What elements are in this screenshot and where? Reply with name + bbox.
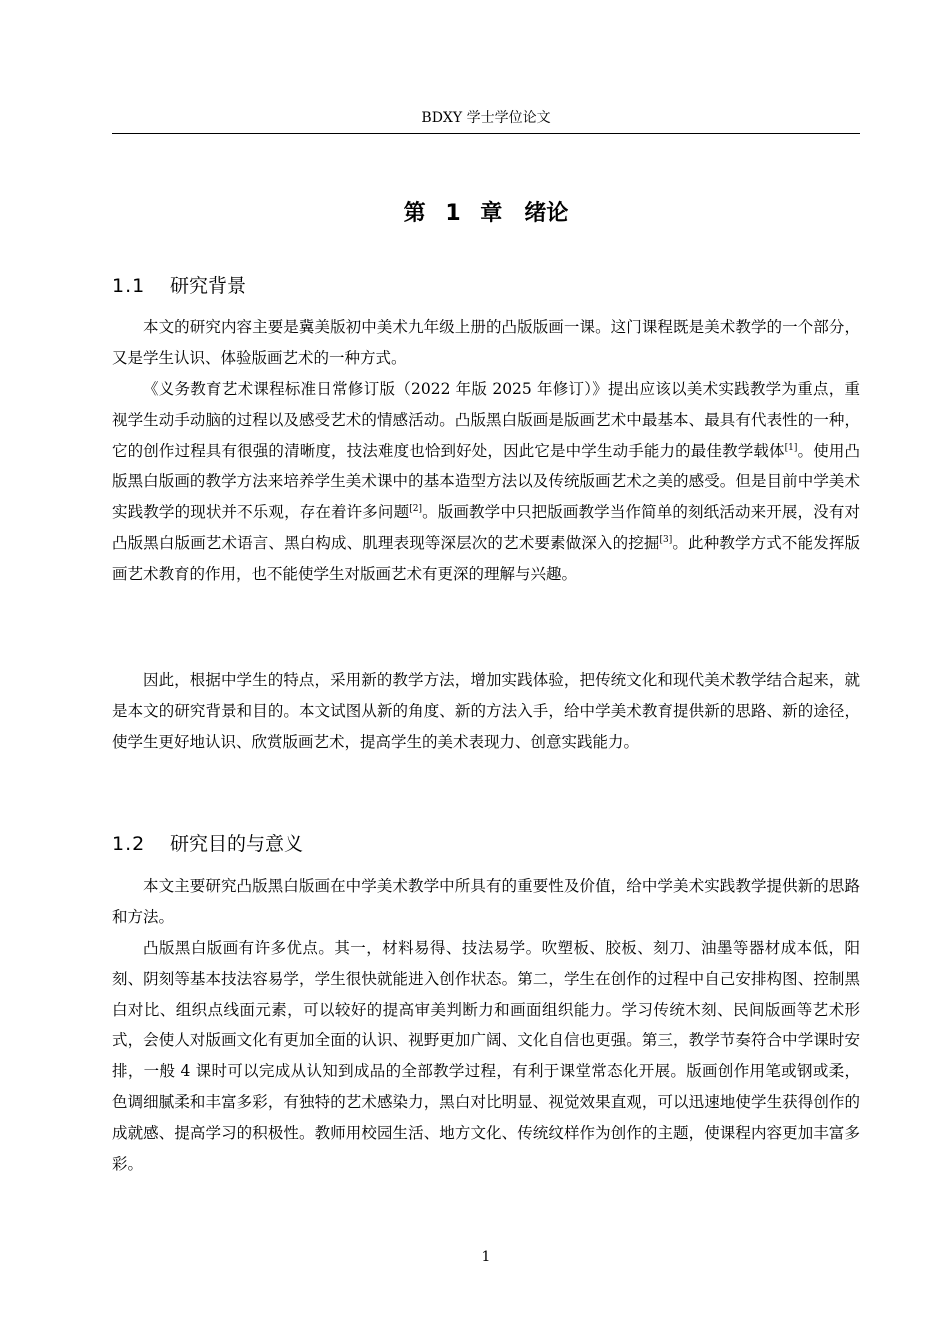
paragraph-purpose-1: 本文主要研究凸版黑白版画在中学美术教学中所具有的重要性及价值，给中学美术实践教学提供新的思路和方法。 xyxy=(112,877,860,926)
running-header: BDXY 学士学位论文 xyxy=(112,108,860,134)
paragraph-text: 《义务教育艺术课程标准日常修订版（2022 年版 2025 年修订）》提出应该以美术实践教学为重点，重视学生动手动脑的过程以及感受艺术的情感活动。凸版黑白版画是版画艺术中最基本、最具有代表性的一种，它的创作过程具有很强的清晰度，技法难度也恰到好处，因此它是中学生动手能力的最佳教学载体 xyxy=(112,380,860,460)
paragraph-text: 。版画教学中只把版画教学当作简单的刻纸活动来开展，没有对凸版黑白版画艺术语言、黑白构成、肌理表现等深层次的艺术要素做深入的挖掘 xyxy=(112,503,860,552)
section-title: 研究背景 xyxy=(170,275,247,297)
citation-3: [3] xyxy=(659,534,673,545)
chapter-title xyxy=(112,198,860,230)
page-number: 1 xyxy=(481,1249,491,1265)
paragraph-text: 。使用凸版黑白版画的教学方法来培养学生美术课中的基本造型方法以及传统版画艺术之美的感受。但是目前中学美术实践教学的现状并不乐观，存在着许多问题 xyxy=(112,441,860,522)
chapter-number: 第 1 章 xyxy=(403,201,503,226)
section-title: 研究目的与意义 xyxy=(170,833,304,855)
paragraph-text: 。此种教学方式不能发挥版画艺术教育的作用，也不能使学生对版画艺术有更深的理解与兴趣。 xyxy=(112,533,860,583)
citation-2: [2] xyxy=(409,504,422,515)
section-number: 1.2 xyxy=(112,833,146,855)
section-heading-1-1 xyxy=(112,272,860,300)
paragraph-background-2 xyxy=(112,374,860,590)
paragraph-background-1: 本文的研究内容主要是冀美版初中美术九年级上册的凸版版画一课。这门课程既是美术教学的一个部分，又是学生认识、体验版画艺术的一种方式。 xyxy=(112,318,860,367)
section-number: 1.1 xyxy=(112,275,146,297)
chapter-name: 绪论 xyxy=(524,201,569,226)
paragraph-background-3: 因此，根据中学生的特点，采用新的教学方法，增加实践体验，把传统文化和现代美术教学结合起来，就是本文的研究背景和目的。本文试图从新的角度、新的方法入手，给中学美术教育提供新的思路、新的途径，使学生更好地认识、欣赏版画艺术，提高学生的美术表现力、创意实践能力。 xyxy=(112,671,860,751)
paragraph-purpose-2: 凸版黑白版画有许多优点。其一，材料易得、技法易学。吹塑板、胶板、刻刀、油墨等器材成本低，阳刻、阴刻等基本技法容易学，学生很快就能进入创作状态。第二，学生在创作的过程中自己安排构图、控制黑白对比、组织点线面元素，可以较好的提高审美判断力和画面组织能力。学习传统木刻、民间版画等艺术形式，会使人对版画文化有更加全面的认识、视野更加广阔、文化自信也更强。第三，教学节奏符合中学课时安排，一般 4 课时可以完成从认知到成品的全部教学过程，有利于课堂常态化开展。版画创作用笔或钢或柔，色调细腻柔和丰富多彩，有独特的艺术感染力，黑白对比明显、视觉效果直观，可以迅速地使学生获得创作的成就感、提高学习的积极性。教师用校园生活、地方文化、传统纹样作为创作的主题，使课程内容更加丰富多彩。 xyxy=(112,939,860,1173)
section-heading-1-2 xyxy=(112,830,860,858)
citation-1: [1] xyxy=(784,442,798,453)
